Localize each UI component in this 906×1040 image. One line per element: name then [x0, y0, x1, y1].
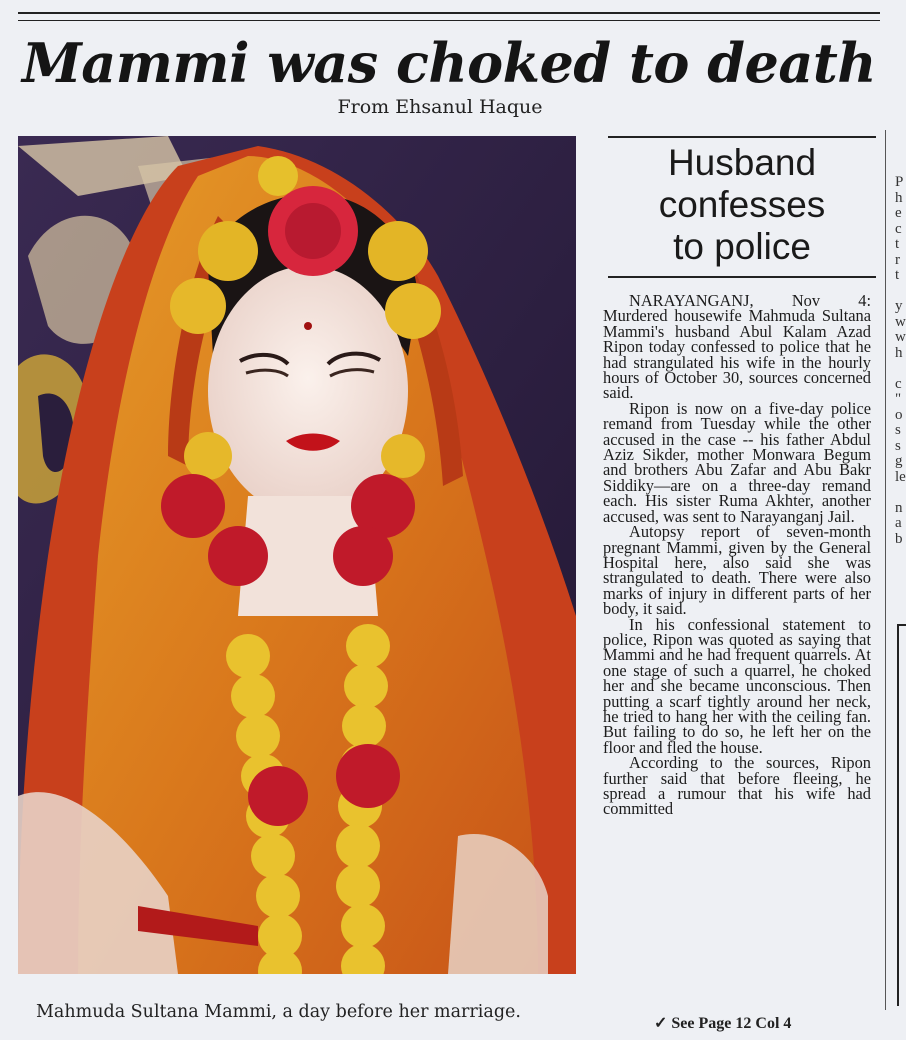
top-rule [18, 12, 880, 14]
edge-letter: e [895, 205, 902, 221]
continuation-note [654, 1013, 854, 1033]
continuation-text: See Page 12 Col 4 [671, 1015, 792, 1032]
edge-letter: s [895, 437, 901, 454]
edge-letter: r [895, 251, 900, 268]
arrow-icon: ✓ [654, 1015, 672, 1032]
edge-letter: g [895, 453, 903, 469]
edge-letter: le [895, 468, 906, 485]
edge-letter: b [895, 530, 903, 547]
edge-letter: a [895, 515, 902, 531]
article-paragraph: Autopsy report of seven-month pregnant Mammi, given by the General Hospital here, also said she was strangulated to death. There were also marks of injury in different parts of her body, it said. [603, 522, 871, 619]
edge-letter: h [895, 344, 903, 361]
edge-letter: c [895, 375, 902, 392]
adjacent-box-edge [897, 624, 906, 1006]
edge-letter [895, 284, 906, 300]
sidebar-top-rule [608, 136, 876, 138]
edge-letter: t [895, 267, 900, 283]
edge-letter [895, 485, 906, 501]
article-paragraph: According to the sources, Ripon further said that before fleeing, he spread a rumour that his wife had committed [603, 753, 871, 819]
headline: Mammi was choked to death [21, 31, 877, 95]
edge-letter: c [895, 220, 902, 237]
edge-letter: h [895, 189, 903, 206]
column-divider [885, 130, 886, 1010]
sidebar-bottom-rule [608, 276, 876, 278]
adjacent-column-edge [895, 175, 906, 547]
edge-letter: w [895, 313, 906, 330]
sidebar-headline-line: Husband [667, 142, 817, 183]
article-paragraph: Ripon is now on a five-day police remand from Tuesday while the other accused in the case -- his father Abdul Aziz Sikder, mother Monwara Begum and brothers Abu Zafar and Abu Bakr Siddiky—are on a three-day remand each. His sister Ruma Akhter, another accused, was sent to Narayanganj Jail. [603, 398, 871, 526]
sidebar-headline-line: to police [673, 226, 811, 267]
edge-letter: P [895, 175, 904, 190]
photo-caption: Mahmuda Sultana Mammi, a day before her marriage. [36, 1002, 521, 1022]
edge-letter [895, 361, 906, 377]
byline: From Ehsanul Haque [337, 96, 543, 118]
article-body [603, 293, 871, 817]
edge-letter: o [895, 406, 903, 423]
edge-letter: y [895, 298, 903, 314]
edge-letter: t [895, 236, 900, 252]
article-paragraph: NARAYANGANJ, Nov 4: Murdered housewife Mahmuda Sultana Mammi's husband Abul Kalam Azad Ripon today confessed to police that he had strangulated his wife in the hourly hours of October 30, sources concerned said. [603, 291, 871, 403]
edge-letter: " [895, 391, 902, 407]
bride-portrait-photo [18, 136, 576, 974]
edge-letter: n [895, 499, 903, 516]
edge-letter: w [895, 329, 906, 345]
top-rule-thin [18, 20, 880, 21]
sidebar-headline [606, 142, 878, 268]
edge-letter: s [895, 422, 901, 438]
article-paragraph: In his confessional statement to police, Ripon was quoted as saying that Mammi and he had frequent quarrels. At one stage of such a quarrel, he choked her and she became unconscious. Then putting a scarf tightly around her neck, he tried to hang her with the ceiling fan. But failing to do so, he left her on the floor and fled the house. [603, 614, 871, 757]
portrait-photo-icon [18, 136, 576, 974]
sidebar-headline-line: confesses [658, 184, 826, 225]
